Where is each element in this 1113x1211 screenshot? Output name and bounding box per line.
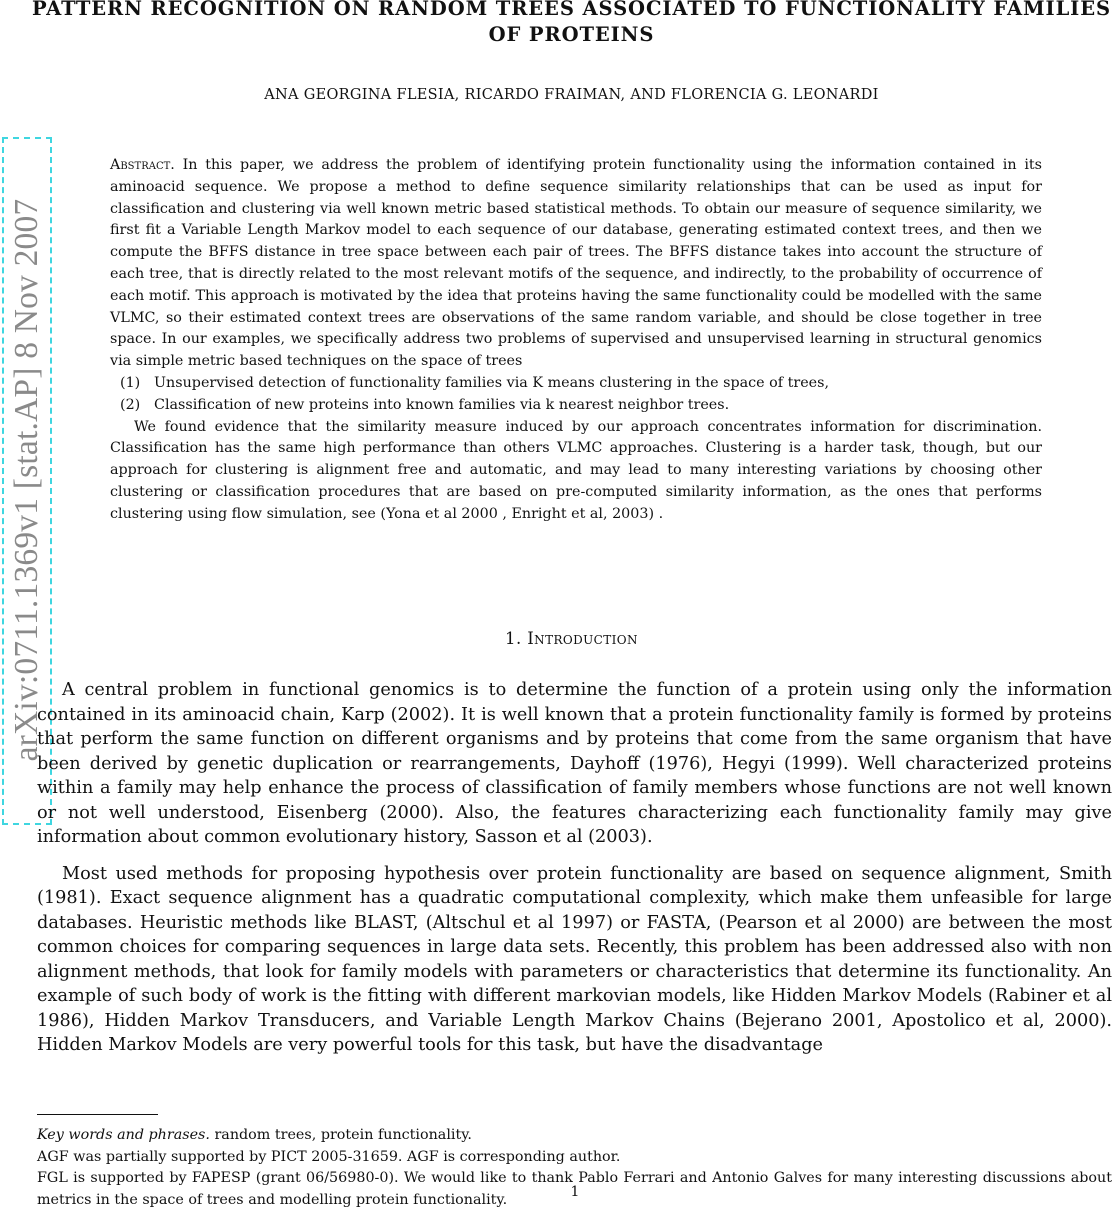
list-item-number: (2) (120, 396, 141, 413)
footnote-funding-agf: AGF was partially supported by PICT 2005-31659. AGF is corresponding author. (37, 1148, 621, 1165)
body-paragraph: A central problem in functional genomics is to determine the function of a protein using only the information contained in its aminoacid chain, Karp (2002). It is well known that a protein functionality family is formed by proteins that perform the same function on different organisms and by proteins that come from the same organism that have been derived by genetic duplication or rearrangements, Dayhoff (1976), Hegyi (1999). Well characterized proteins within a family may help enhance the process of classification of family members whose functions are not well known or not well understood, Eisenberg (2000). Also, the features characterizing each functionality family may give information about common evolutionary history, Sasson et al (2003). (37, 680, 1112, 847)
abstract-heading: Abstract. (110, 157, 175, 173)
section-number: 1. (505, 629, 522, 648)
section-title: Introduction (527, 629, 638, 648)
body-text (37, 678, 1112, 1058)
body-paragraph: Most used methods for proposing hypothesis over protein functionality are based on sequence alignment, Smith (1981). Exact sequence alignment has a quadratic computational complexity, which make them unfeasible for large databases. Heuristic methods like BLAST, (Altschul et al 1997) or FASTA, (Pearson et al 2000) are between the most common choices for comparing sequences in large data sets. Recently, this problem has been addressed also with non alignment methods, that look for family models with parameters or characteristics that determine its functionality. An example of such body of work is the fitting with different markovian models, like Hidden Markov Models (Rabiner et al 1986), Hidden Markov Transducers, and Variable Length Markov Chains (Bejerano 2001, Apostolico et al, 2000). Hidden Markov Models are very powerful tools for this task, but have the disadvantage (37, 863, 1112, 1055)
list-item-text: Classification of new proteins into known families via k nearest neighbor trees. (154, 396, 730, 413)
footnote-rule (37, 1114, 158, 1115)
abstract (110, 155, 1042, 526)
footnote-keywords (37, 1125, 1112, 1147)
list-item-text: Unsupervised detection of functionality families via K means clustering in the space of trees, (154, 374, 830, 391)
page-number: 1 (570, 1184, 580, 1200)
footnote-funding-fgl: FGL is supported by FAPESP (grant 06/56980-0). We would like to thank Pablo Ferrari and Antonio Galves for many interesting discussions about metrics in the space of trees and modelling protein functionality. (37, 1170, 1112, 1208)
section-heading (30, 629, 1113, 648)
keywords-label: Key words and phrases. (37, 1127, 210, 1143)
abstract-paragraph-2: We found evidence that the similarity measure induced by our approach concentrates information for discrimination. Classification has the same high performance than others VLMC approaches. Clustering is a harder task, though, but our approach for clustering is alignment free and automatic, and may lead to many interesting variations by choosing other clustering or classification procedures that are based on pre-computed similarity information, as the ones that performs clustering using flow simulation, see (Yona et al 2000 , Enright et al, 2003) . (110, 418, 1042, 522)
author-list: ANA GEORGINA FLESIA, RICARDO FRAIMAN, AND FLORENCIA G. LEONARDI (264, 87, 879, 103)
keywords-text: random trees, protein functionality. (214, 1127, 472, 1143)
abstract-paragraph (110, 155, 1042, 373)
paper-title: PATTERN RECOGNITION ON RANDOM TREES ASSOCIATED TO FUNCTIONALITY FAMILIES OF PROTEINS (32, 0, 1111, 46)
list-item-number: (1) (120, 374, 141, 391)
abstract-list (110, 373, 1042, 417)
arxiv-stamp: arXiv:0711.1369v1 [stat.AP] 8 Nov 2007 (8, 198, 45, 762)
abstract-text: In this paper, we address the problem of identifying protein functionality using the information contained in its aminoacid sequence. We propose a method to define sequence similarity relationships that can be used as input for classification and clustering via well known metric based statistical methods. To obtain our measure of sequence similarity, we first fit a Variable Length Markov model to each sequence of our database, generating estimated context trees, and then we compute the BFFS distance in tree space between each pair of trees. The BFFS distance takes into account the structure of each tree, that is directly related to the most relevant motifs of the sequence, and indirectly, to the probability of occurrence of each motif. This approach is motivated by the idea that proteins having the same functionality could be modelled with the same VLMC, so their estimated context trees are observations of the same random variable, and should be close together in tree space. In our examples, we specifically address two problems of supervised and unsupervised learning in structural genomics via simple metric based techniques on the space of trees (110, 157, 1042, 370)
abstract-list-item (120, 395, 1042, 417)
abstract-list-item (120, 373, 1042, 395)
